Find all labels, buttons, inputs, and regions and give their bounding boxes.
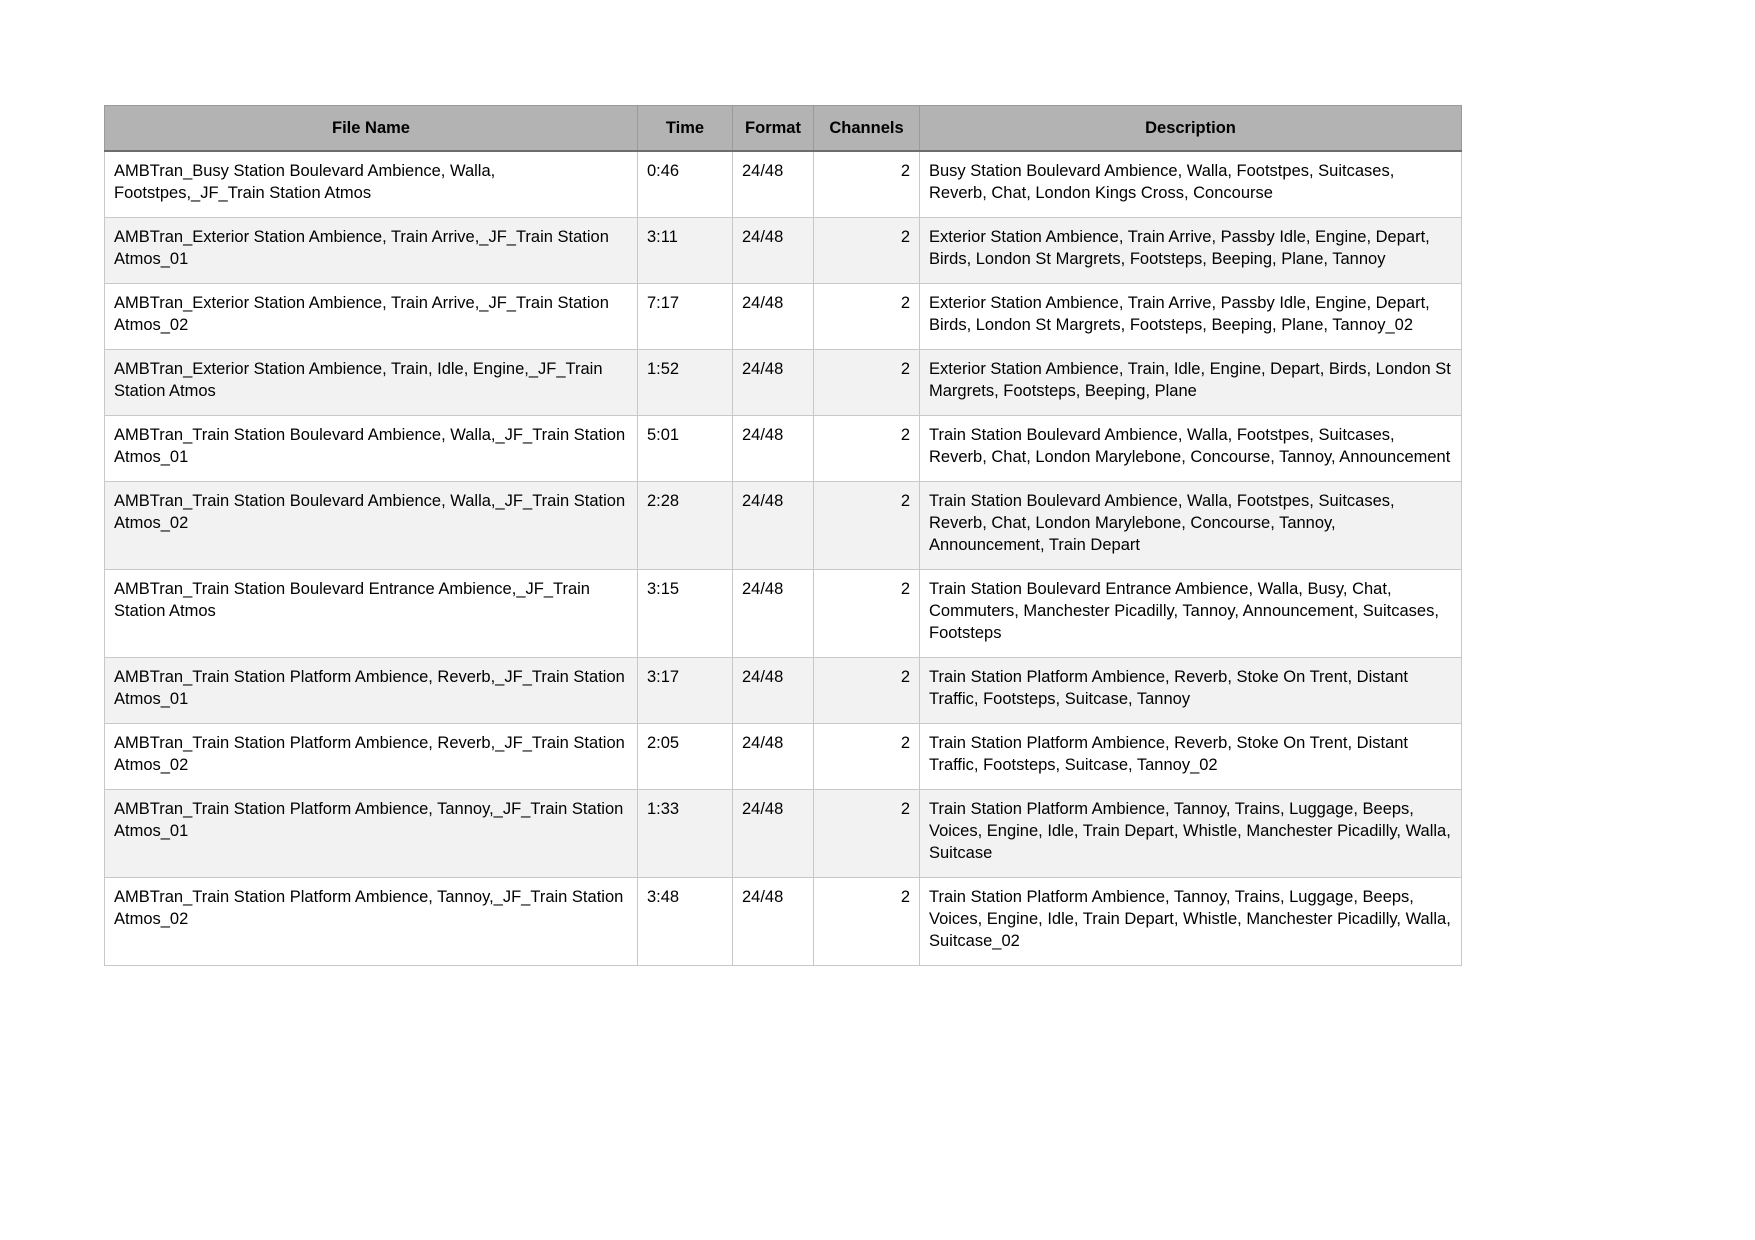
table-row bbox=[105, 790, 1462, 878]
cell-description: Train Station Platform Ambience, Tannoy, Trains, Luggage, Beeps, Voices, Engine, Idle, Train Depart, Whistle, Manchester Picadilly, Walla, Suitcase bbox=[920, 790, 1462, 878]
cell-description: Train Station Boulevard Ambience, Walla, Footstpes, Suitcases, Reverb, Chat, London Marylebone, Concourse, Tannoy, Announcement, Train Depart bbox=[920, 482, 1462, 570]
cell-description: Busy Station Boulevard Ambience, Walla, Footstpes, Suitcases, Reverb, Chat, London Kings Cross, Concourse bbox=[920, 151, 1462, 218]
cell-channels: 2 bbox=[814, 790, 920, 878]
table-row bbox=[105, 570, 1462, 658]
column-header-channels: Channels bbox=[814, 106, 920, 152]
cell-file-name: AMBTran_Train Station Boulevard Entrance Ambience,_JF_Train Station Atmos bbox=[105, 570, 638, 658]
cell-file-name: AMBTran_Train Station Platform Ambience, Reverb,_JF_Train Station Atmos_01 bbox=[105, 658, 638, 724]
table-row bbox=[105, 482, 1462, 570]
cell-channels: 2 bbox=[814, 416, 920, 482]
column-header-description: Description bbox=[920, 106, 1462, 152]
cell-format: 24/48 bbox=[733, 658, 814, 724]
cell-format: 24/48 bbox=[733, 482, 814, 570]
cell-time: 2:28 bbox=[638, 482, 733, 570]
cell-file-name: AMBTran_Busy Station Boulevard Ambience, Walla, Footstpes,_JF_Train Station Atmos bbox=[105, 151, 638, 218]
cell-time: 1:33 bbox=[638, 790, 733, 878]
table-row bbox=[105, 658, 1462, 724]
table-row bbox=[105, 151, 1462, 218]
cell-channels: 2 bbox=[814, 724, 920, 790]
column-header-format: Format bbox=[733, 106, 814, 152]
cell-format: 24/48 bbox=[733, 790, 814, 878]
cell-channels: 2 bbox=[814, 658, 920, 724]
cell-file-name: AMBTran_Train Station Platform Ambience, Tannoy,_JF_Train Station Atmos_02 bbox=[105, 878, 638, 966]
cell-file-name: AMBTran_Train Station Boulevard Ambience, Walla,_JF_Train Station Atmos_02 bbox=[105, 482, 638, 570]
table-header bbox=[105, 106, 1462, 152]
cell-description: Train Station Boulevard Ambience, Walla, Footstpes, Suitcases, Reverb, Chat, London Marylebone, Concourse, Tannoy, Announcement bbox=[920, 416, 1462, 482]
table-row bbox=[105, 284, 1462, 350]
cell-description: Exterior Station Ambience, Train Arrive, Passby Idle, Engine, Depart, Birds, London St Margrets, Footsteps, Beeping, Plane, Tannoy_02 bbox=[920, 284, 1462, 350]
table-body bbox=[105, 151, 1462, 966]
table-row bbox=[105, 724, 1462, 790]
cell-format: 24/48 bbox=[733, 350, 814, 416]
table-row bbox=[105, 416, 1462, 482]
column-header-file-name: File Name bbox=[105, 106, 638, 152]
cell-file-name: AMBTran_Exterior Station Ambience, Train Arrive,_JF_Train Station Atmos_01 bbox=[105, 218, 638, 284]
cell-format: 24/48 bbox=[733, 724, 814, 790]
cell-channels: 2 bbox=[814, 878, 920, 966]
cell-channels: 2 bbox=[814, 218, 920, 284]
table-row bbox=[105, 218, 1462, 284]
table-row bbox=[105, 878, 1462, 966]
cell-description: Train Station Platform Ambience, Reverb, Stoke On Trent, Distant Traffic, Footsteps, Suitcase, Tannoy_02 bbox=[920, 724, 1462, 790]
cell-description: Exterior Station Ambience, Train, Idle, Engine, Depart, Birds, London St Margrets, Footsteps, Beeping, Plane bbox=[920, 350, 1462, 416]
cell-time: 3:17 bbox=[638, 658, 733, 724]
cell-format: 24/48 bbox=[733, 218, 814, 284]
cell-time: 0:46 bbox=[638, 151, 733, 218]
cell-format: 24/48 bbox=[733, 570, 814, 658]
table-row bbox=[105, 350, 1462, 416]
cell-time: 3:15 bbox=[638, 570, 733, 658]
cell-channels: 2 bbox=[814, 570, 920, 658]
cell-time: 7:17 bbox=[638, 284, 733, 350]
column-header-time: Time bbox=[638, 106, 733, 152]
cell-format: 24/48 bbox=[733, 284, 814, 350]
cell-description: Train Station Platform Ambience, Reverb, Stoke On Trent, Distant Traffic, Footsteps, Suitcase, Tannoy bbox=[920, 658, 1462, 724]
cell-channels: 2 bbox=[814, 350, 920, 416]
cell-file-name: AMBTran_Train Station Platform Ambience, Tannoy,_JF_Train Station Atmos_01 bbox=[105, 790, 638, 878]
cell-format: 24/48 bbox=[733, 151, 814, 218]
cell-time: 3:48 bbox=[638, 878, 733, 966]
cell-channels: 2 bbox=[814, 482, 920, 570]
cell-file-name: AMBTran_Exterior Station Ambience, Train Arrive,_JF_Train Station Atmos_02 bbox=[105, 284, 638, 350]
header-row bbox=[105, 106, 1462, 152]
cell-file-name: AMBTran_Train Station Boulevard Ambience, Walla,_JF_Train Station Atmos_01 bbox=[105, 416, 638, 482]
cell-description: Train Station Platform Ambience, Tannoy, Trains, Luggage, Beeps, Voices, Engine, Idle, Train Depart, Whistle, Manchester Picadilly, Walla, Suitcase_02 bbox=[920, 878, 1462, 966]
cell-description: Train Station Boulevard Entrance Ambience, Walla, Busy, Chat, Commuters, Manchester Picadilly, Tannoy, Announcement, Suitcases, Footsteps bbox=[920, 570, 1462, 658]
cell-time: 3:11 bbox=[638, 218, 733, 284]
cell-description: Exterior Station Ambience, Train Arrive, Passby Idle, Engine, Depart, Birds, London St Margrets, Footsteps, Beeping, Plane, Tannoy bbox=[920, 218, 1462, 284]
cell-format: 24/48 bbox=[733, 878, 814, 966]
cell-file-name: AMBTran_Train Station Platform Ambience, Reverb,_JF_Train Station Atmos_02 bbox=[105, 724, 638, 790]
cell-time: 5:01 bbox=[638, 416, 733, 482]
cell-format: 24/48 bbox=[733, 416, 814, 482]
cell-time: 1:52 bbox=[638, 350, 733, 416]
cell-file-name: AMBTran_Exterior Station Ambience, Train, Idle, Engine,_JF_Train Station Atmos bbox=[105, 350, 638, 416]
audio-file-table bbox=[104, 105, 1462, 966]
cell-channels: 2 bbox=[814, 284, 920, 350]
cell-channels: 2 bbox=[814, 151, 920, 218]
cell-time: 2:05 bbox=[638, 724, 733, 790]
